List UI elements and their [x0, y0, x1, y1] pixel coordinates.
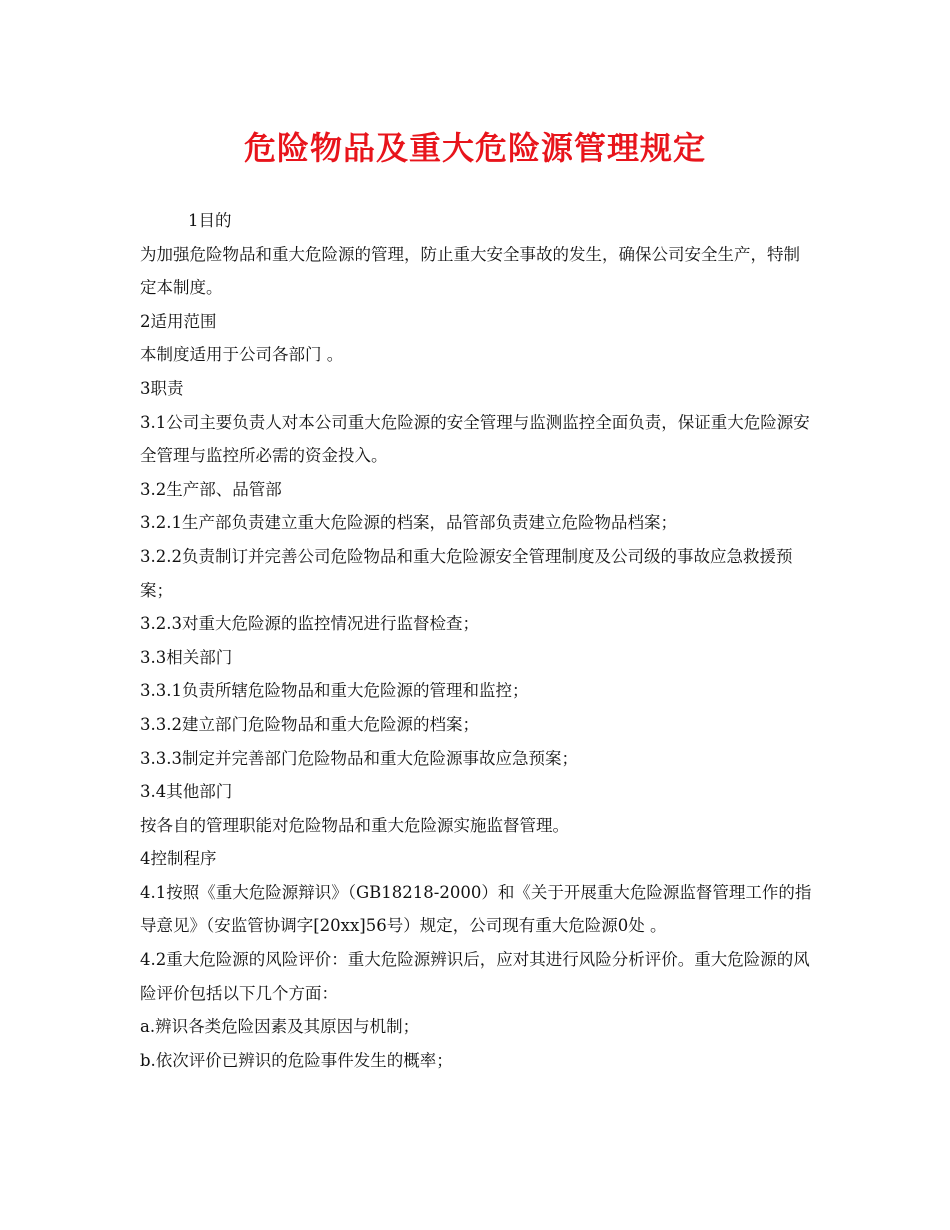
document-title: 危险物品及重大危险源管理规定 [243, 129, 706, 167]
paragraph-3-2-1: 3.2.1生产部负责建立重大危险源的档案，品管部负责建立危险物品档案； [140, 513, 677, 533]
paragraph-4-1: 4.1按照《重大危险源辩识》（GB18218-2000）和《关于开展重大危险源监督管理工作的指导意见》（安监管协调字[20xx]56号）规定，公司现有重大危险源0处 。 [140, 882, 812, 936]
paragraph-3-4: 按各自的管理职能对危险物品和重大危险源实施监督管理。 [140, 815, 569, 835]
paragraph-4-2: 4.2重大危险源的风险评价：重大危险源辨识后，应对其进行风险分析评价。重大危险源的风险评价包括以下几个方面： [140, 950, 810, 1003]
list-item-a: a.辨识各类危险因素及其原因与机制； [140, 1017, 420, 1037]
heading-3-2: 3.2生产部、品管部 [140, 479, 282, 499]
paragraph-3-2-2: 3.2.2负责制订并完善公司危险物品和重大危险源安全管理制度及公司级的事故应急救援预案； [140, 546, 793, 600]
heading-3-3: 3.3相关部门 [140, 647, 233, 667]
document-body [140, 204, 816, 1077]
paragraph-3-3-1: 3.3.1负责所辖危险物品和重大危险源的管理和监控； [140, 681, 529, 701]
paragraph-3-1: 3.1公司主要负责人对本公司重大危险源的安全管理与监测监控全面负责，保证重大危险源安全管理与监控所必需的资金投入。 [140, 412, 810, 466]
heading-responsibilities: 3职责 [140, 378, 184, 398]
paragraph-3-2-3: 3.2.3对重大危险源的监控情况进行监督检查； [140, 614, 479, 634]
paragraph-scope: 本制度适用于公司各部门 。 [140, 345, 344, 365]
heading-control-procedure: 4控制程序 [140, 849, 217, 869]
heading-purpose: 1目的 [188, 211, 232, 230]
paragraph-3-3-3: 3.3.3制定并完善部门危险物品和重大危险源事故应急预案； [140, 748, 578, 768]
list-item-b: b.依次评价已辨识的危险事件发生的概率； [140, 1050, 453, 1070]
heading-3-4: 3.4其他部门 [140, 782, 233, 802]
heading-scope: 2适用范围 [140, 311, 217, 331]
paragraph-3-3-2: 3.3.2建立部门危险物品和重大危险源的档案； [140, 714, 479, 734]
paragraph-purpose: 为加强危险物品和重大危险源的管理，防止重大安全事故的发生，确保公司安全生产，特制定本制度。 [140, 244, 800, 298]
